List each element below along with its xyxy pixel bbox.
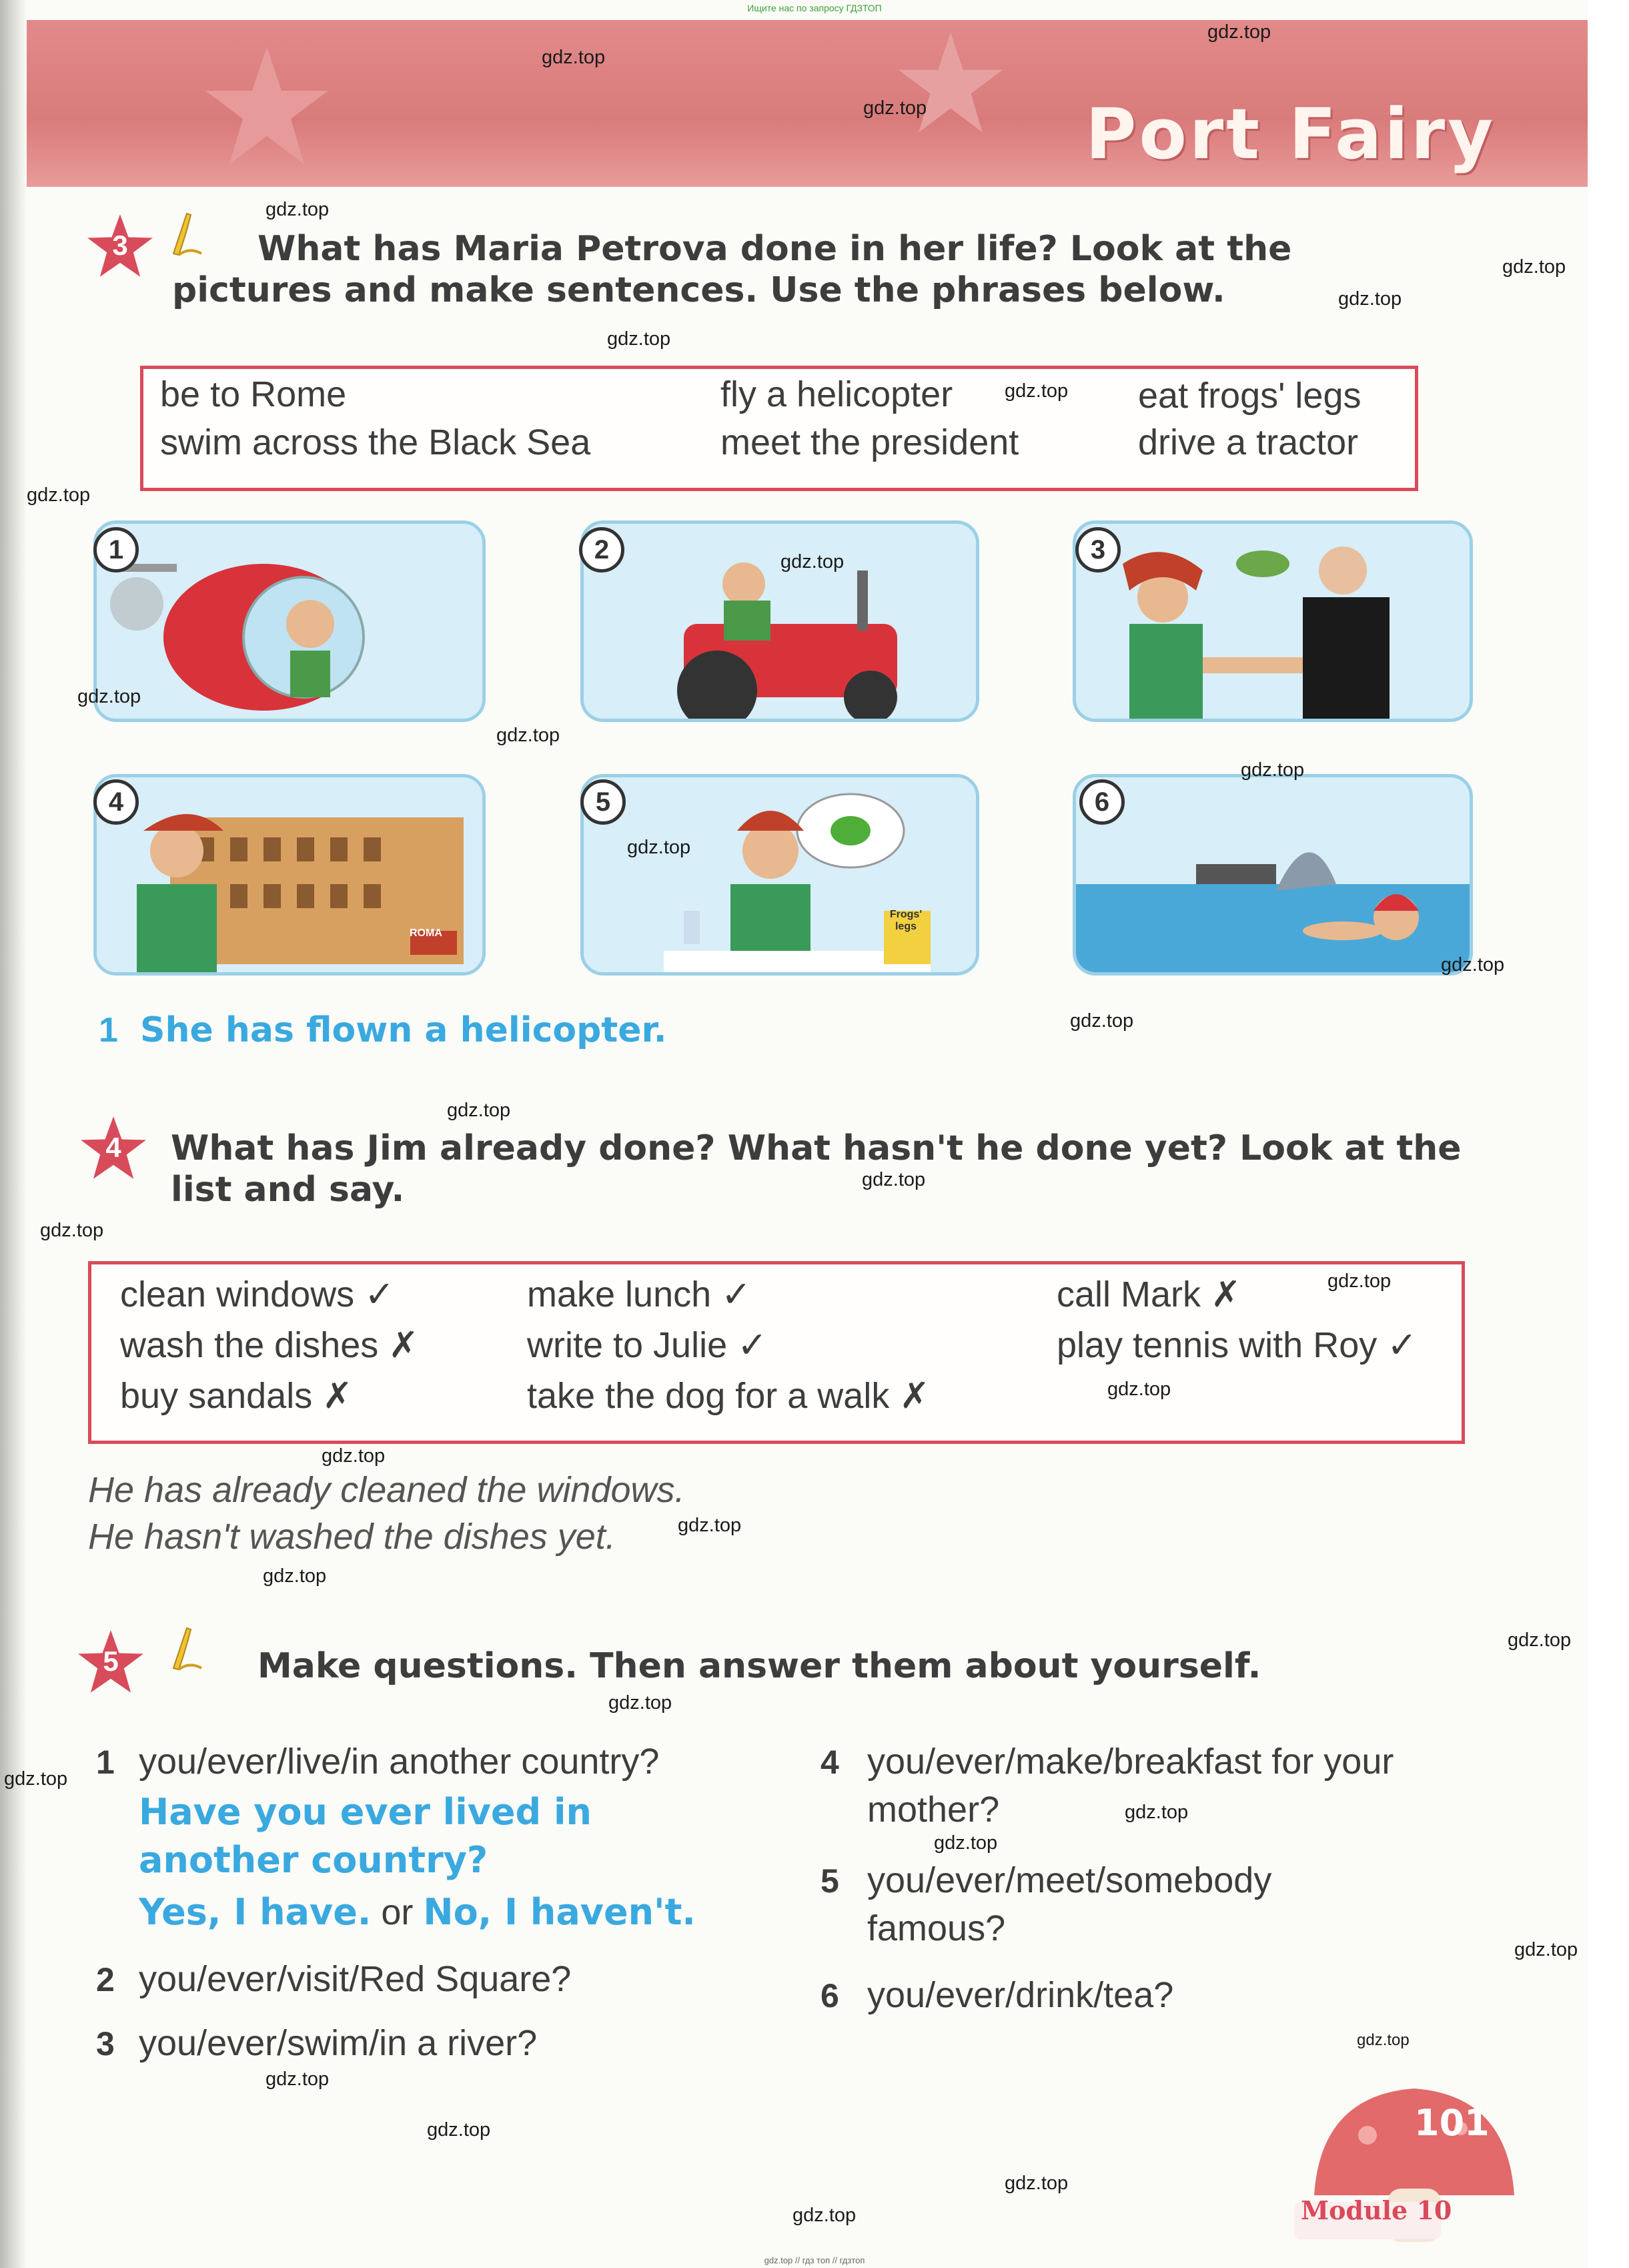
watermark: gdz.top (77, 686, 141, 707)
exercise-4-instruction: What has Jim already done? What hasn't he done yet? Look at the list and say. (171, 1128, 1462, 1210)
watermark: gdz.top (1125, 1802, 1189, 1823)
page-binding-shadow (0, 0, 27, 2268)
question-number: 6 (821, 1977, 839, 2014)
watermark: gdz.top (265, 199, 330, 220)
picture-black-sea (1073, 774, 1473, 976)
picture-number: 1 (93, 527, 139, 573)
list-item: clean windows ✓ (120, 1274, 395, 1314)
example-number: 1 (99, 1011, 118, 1050)
watermark: gdz.top (1502, 256, 1566, 278)
question-number: 5 (821, 1862, 839, 1900)
exercise-3-instruction: What has Maria Petrova done in her life? Look at the pictures and make sentences. Use the phrases below. (172, 229, 1292, 310)
watermark: gdz.top (1508, 1629, 1572, 1651)
picture-number: 2 (579, 527, 624, 573)
phrase: meet the president (720, 422, 1019, 462)
watermark: gdz.top (542, 47, 606, 68)
watermark: gdz.top (608, 1692, 672, 1714)
picture-number: 3 (1075, 527, 1121, 573)
exercise-4-badge: 4 (79, 1114, 148, 1184)
question: you/ever/swim/in a river? (139, 2023, 538, 2063)
watermark: gdz.top (40, 1220, 104, 1241)
exercise-5-badge: 5 (76, 1628, 145, 1697)
colosseum-illustration (97, 777, 482, 972)
handshake-illustration (1076, 524, 1470, 719)
picture-president (1073, 520, 1473, 722)
answer-options (139, 1888, 696, 1936)
watermark: gdz.top (1005, 2173, 1069, 2194)
question: you/ever/live/in another country? (139, 1742, 660, 1782)
roma-sign: ROMA (410, 927, 442, 939)
list-item: buy sandals ✗ (120, 1376, 353, 1416)
watermark: gdz.top (1357, 2031, 1410, 2049)
question-number: 3 (96, 2025, 115, 2062)
picture-helicopter (93, 520, 486, 722)
watermark: gdz.top (1070, 1010, 1134, 1032)
watermark: gdz.top (265, 2068, 330, 2090)
phrase: eat frogs' legs (1138, 376, 1362, 416)
module-label: Module 10 (1301, 2195, 1452, 2225)
watermark: gdz.top (427, 2119, 491, 2141)
watermark: gdz.top (1241, 759, 1305, 781)
picture-number: 6 (1079, 779, 1125, 825)
tractor-illustration (584, 524, 976, 719)
picture-rome (93, 774, 486, 976)
star-decoration (200, 40, 334, 173)
watermark: gdz.top (627, 837, 691, 858)
example-answer: She has flown a helicopter. (140, 1010, 667, 1050)
watermark: gdz.top (1107, 1379, 1171, 1400)
page-number: 101 (1414, 2102, 1490, 2144)
answer-yes: Yes, I have. (139, 1891, 372, 1933)
picture-number: 5 (580, 779, 626, 825)
watermark: gdz.top (780, 551, 845, 573)
list-item: write to Julie ✓ (527, 1325, 768, 1365)
top-note: Ищите нас по запросу ГДЗТОП (747, 3, 882, 13)
watermark: gdz.top (322, 1445, 386, 1467)
watermark: gdz.top (4, 1768, 68, 1790)
phrase: fly a helicopter (720, 374, 953, 414)
question: you/ever/drink/tea? (867, 1975, 1174, 2015)
picture-number: 4 (93, 779, 139, 825)
list-item: take the dog for a walk ✗ (527, 1376, 930, 1416)
phrase: swim across the Black Sea (160, 422, 591, 462)
phrase: be to Rome (160, 374, 347, 414)
writing-icon (167, 1621, 207, 1675)
swimming-illustration (1076, 777, 1470, 972)
watermark: gdz.top (792, 2205, 857, 2226)
watermark: gdz.top (862, 1169, 926, 1190)
dinner-illustration (584, 777, 976, 972)
phrase: drive a tractor (1138, 422, 1359, 462)
exercise-5-instruction: Make questions. Then answer them about yourself. (257, 1646, 1261, 1686)
list-item: play tennis with Roy ✓ (1057, 1325, 1418, 1365)
question: you/ever/meet/somebody famous? (867, 1860, 1272, 1948)
question: you/ever/visit/Red Square? (139, 1959, 572, 1999)
list-item: call Mark ✗ (1057, 1274, 1241, 1314)
question-number: 4 (821, 1744, 839, 1781)
page-title: Port Fairy (1085, 93, 1496, 175)
list-item: wash the dishes ✗ (120, 1325, 419, 1365)
page-edge (1588, 0, 1629, 2268)
watermark: gdz.top (263, 1565, 327, 1587)
exercise-3-badge: 3 (85, 212, 155, 282)
watermark: gdz.top (607, 328, 671, 350)
list-item: make lunch ✓ (527, 1274, 752, 1314)
watermark: gdz.top (447, 1100, 511, 1121)
watermark: gdz.top (863, 97, 927, 119)
example-sentence: He hasn't washed the dishes yet. (88, 1517, 616, 1557)
watermark: gdz.top (934, 1832, 998, 1854)
star-decoration (894, 27, 1007, 140)
question: you/ever/make/breakfast for your mother? (867, 1742, 1394, 1830)
watermark: gdz.top (496, 725, 560, 746)
answer-or: or (381, 1892, 414, 1932)
picture-tractor (580, 520, 979, 722)
watermark: gdz.top (1207, 21, 1271, 43)
watermark: gdz.top (1338, 288, 1402, 310)
watermark: gdz.top (1327, 1270, 1392, 1292)
watermark: gdz.top (1005, 380, 1069, 402)
question-number: 1 (96, 1744, 115, 1781)
answer-question: Have you ever lived in another country? (139, 1791, 592, 1881)
frogs-legs-sign: Frogs' legs (889, 909, 923, 932)
answer-no: No, I haven't. (423, 1891, 696, 1933)
watermark: gdz.top (27, 484, 91, 506)
watermark: gdz.top (678, 1515, 742, 1536)
watermark: gdz.top (1514, 1939, 1578, 1960)
watermark: gdz.top (1441, 954, 1505, 976)
helicopter-illustration (97, 524, 482, 719)
question-number: 2 (96, 1961, 115, 1998)
bottom-note: gdz.top // гдз топ // гдзтоп (764, 2255, 865, 2265)
example-sentence: He has already cleaned the windows. (88, 1470, 685, 1510)
picture-frogs-legs (580, 774, 979, 976)
